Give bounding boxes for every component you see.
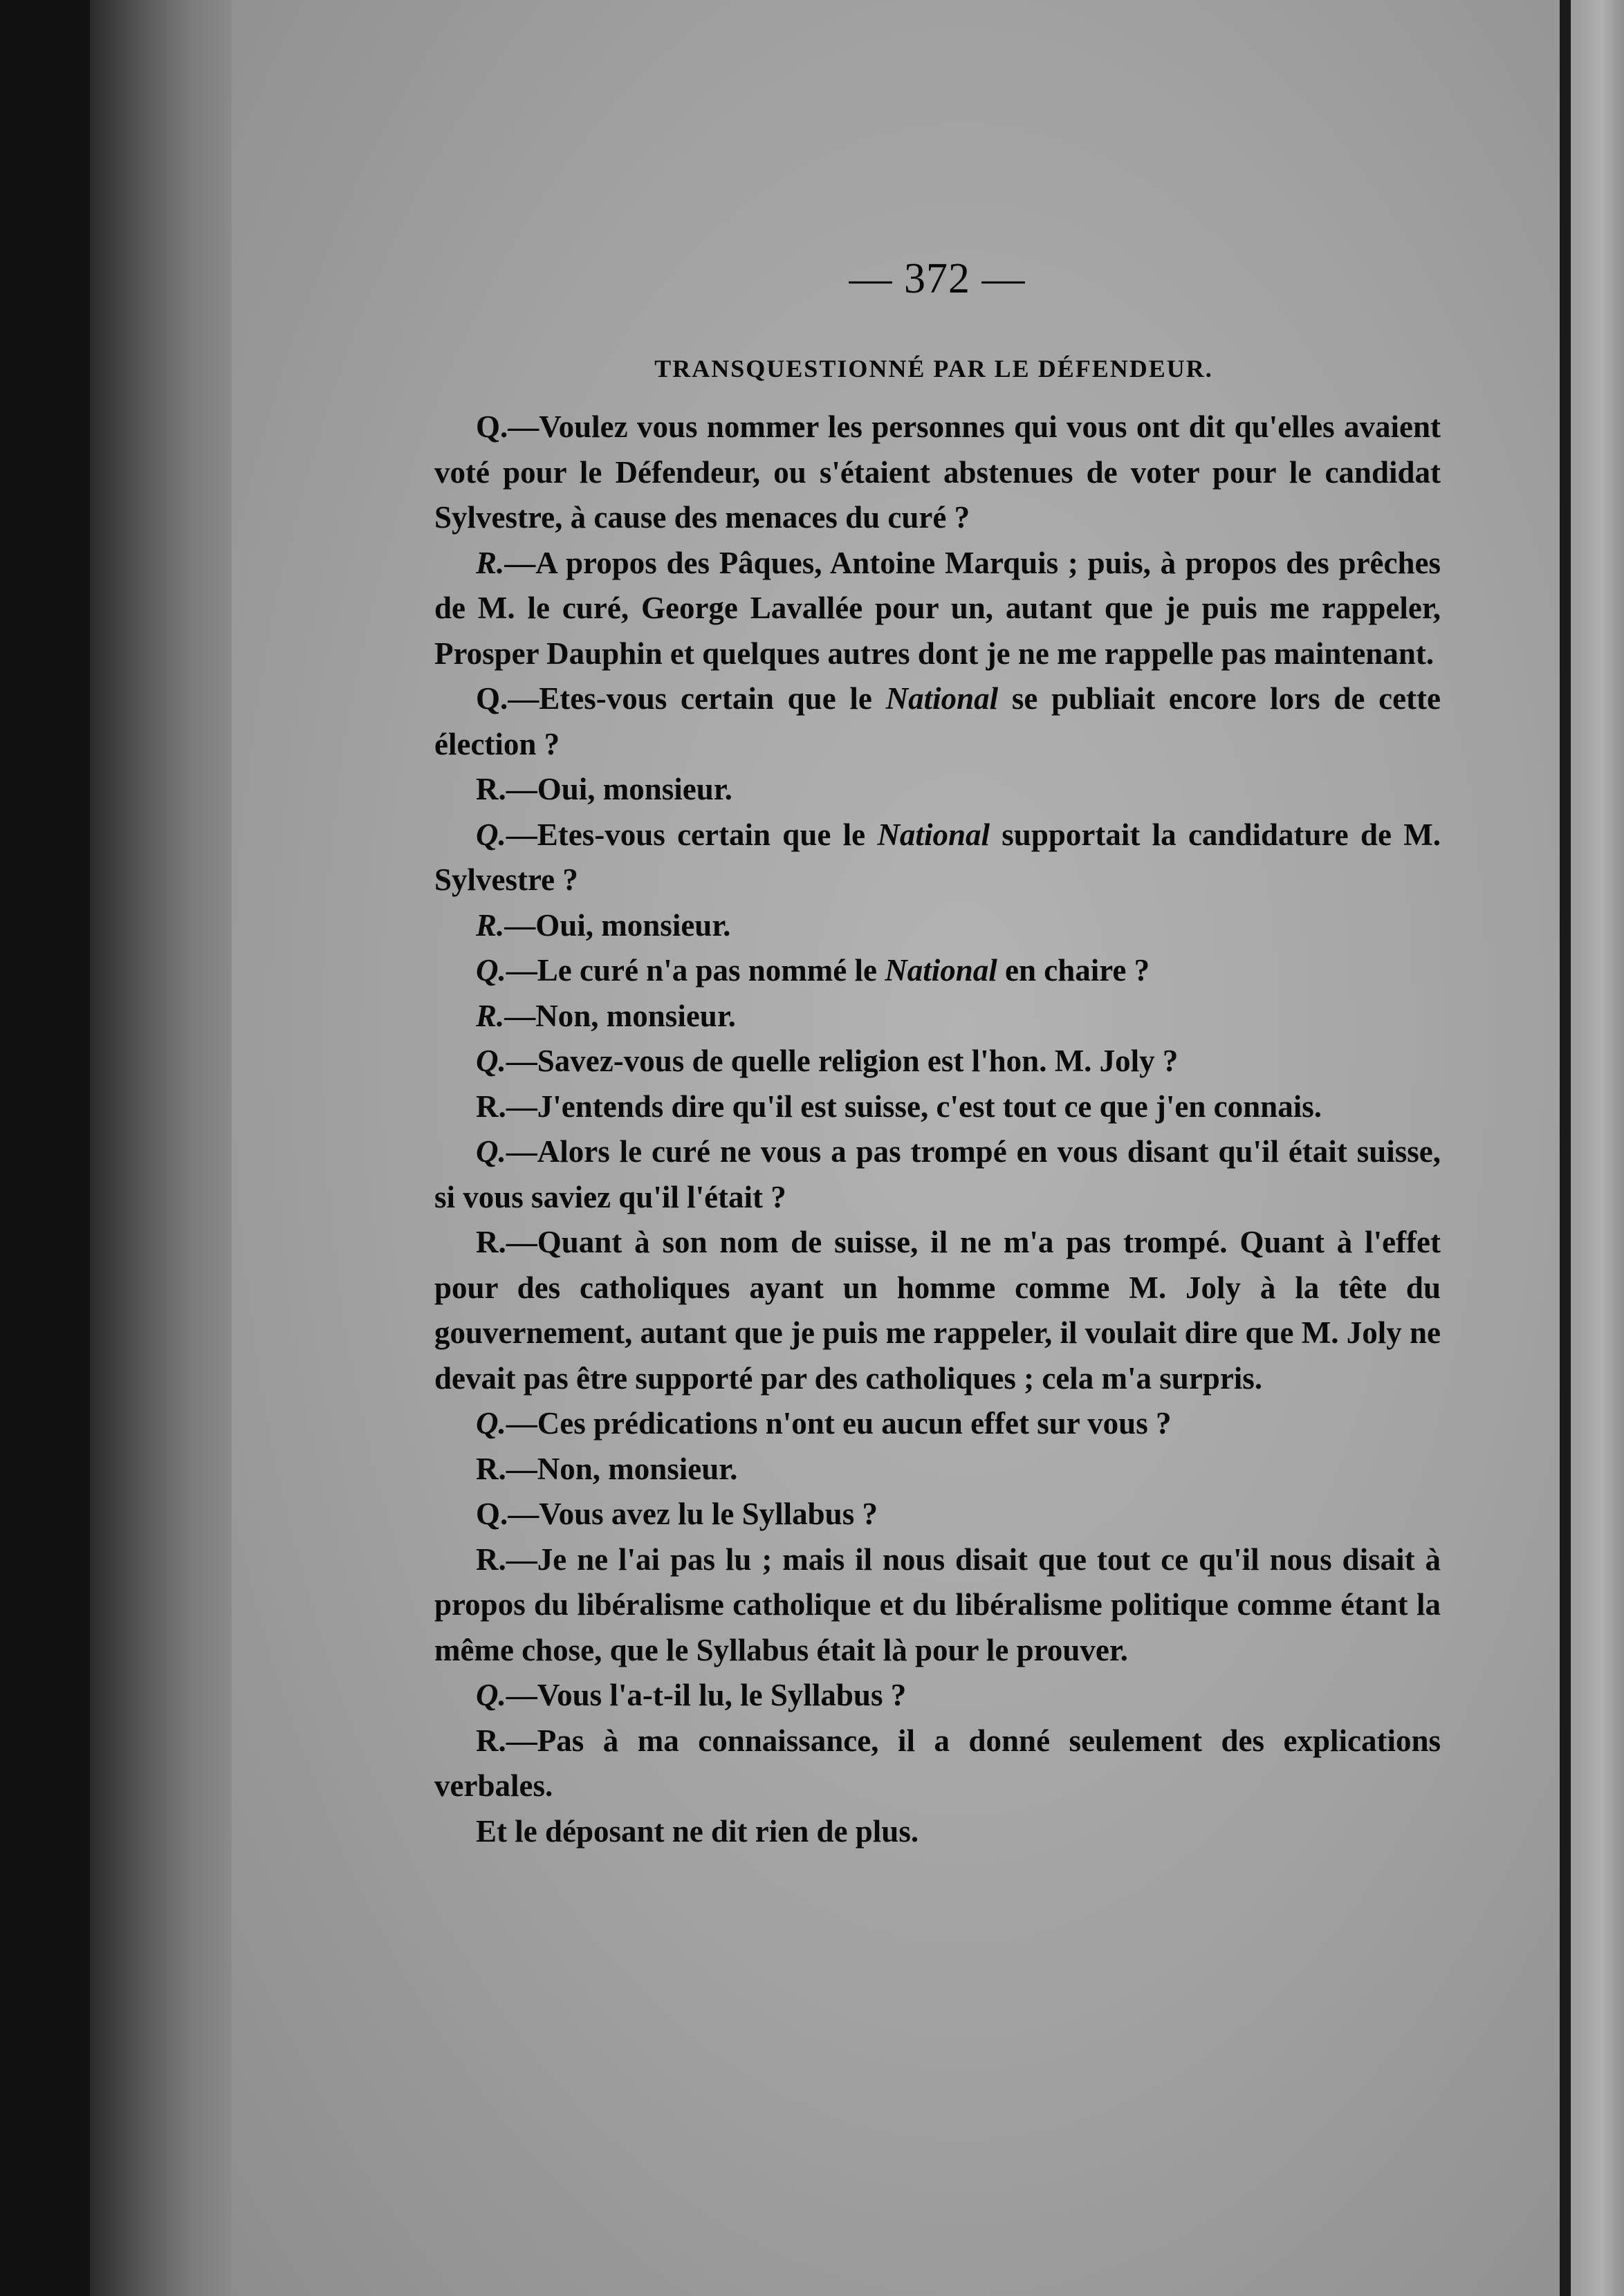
paragraph-text: —Non, monsieur. — [506, 1451, 738, 1486]
paragraph — [434, 767, 1441, 813]
paragraph-text: —Non, monsieur. — [504, 998, 736, 1033]
paragraph-text: —Alors le curé ne vous a pas trompé en vous disant qu'il était suisse, si vous saviez qu'il l'était ? — [434, 1134, 1441, 1214]
speaker-label: Q. — [476, 953, 506, 988]
paragraph-text: —Oui, monsieur. — [506, 772, 732, 806]
paragraph — [434, 1084, 1441, 1130]
speaker-label: R. — [476, 1089, 506, 1124]
speaker-label: R. — [476, 1451, 506, 1486]
paragraph-text: Et le déposant ne dit rien de plus. — [476, 1813, 919, 1849]
next-page-edge — [1571, 0, 1624, 2296]
newspaper-name: National — [885, 681, 999, 716]
speaker-label: Q. — [476, 681, 508, 716]
paragraph — [434, 676, 1441, 767]
paragraph-text: —Vous l'a-t-il lu, le Syllabus ? — [506, 1678, 907, 1712]
paragraph — [434, 903, 1441, 949]
paragraph-text: —Oui, monsieur. — [504, 907, 731, 943]
paragraph — [434, 994, 1441, 1039]
speaker-label: R. — [476, 1723, 506, 1758]
closing-line — [434, 1809, 1441, 1855]
paragraph — [434, 1039, 1441, 1084]
paragraph — [434, 1492, 1441, 1537]
speaker-label: Q. — [476, 1406, 506, 1441]
speaker-label: R. — [476, 545, 505, 580]
speaker-label: Q. — [476, 1044, 506, 1078]
speaker-label: R. — [476, 1542, 506, 1577]
paragraph-text: —Ces prédications n'ont eu aucun effet sur vous ? — [506, 1406, 1172, 1441]
paragraph-text: —J'entends dire qu'il est suisse, c'est tout ce que j'en connais. — [506, 1089, 1322, 1124]
speaker-label: R. — [476, 772, 506, 806]
paragraph-text: —Etes-vous certain que le — [506, 817, 878, 852]
speaker-label: Q. — [476, 409, 508, 444]
paragraph-text: —A propos des Pâques, Antoine Marquis ; puis, à propos des prêches de M. le curé, George Lavallée pour un, autant que je puis me rappeler, Prosper Dauphin et quelques autres dont je ne me rappelle pas maintenant. — [434, 545, 1441, 671]
book-gutter-left — [90, 0, 232, 2296]
paragraph-text: —Vous avez lu le Syllabus ? — [508, 1497, 878, 1531]
section-heading: TRANSQUESTIONNÉ PAR LE DÉFENDEUR. — [654, 355, 1213, 382]
paragraph — [434, 405, 1441, 541]
paragraph-text: supportait la candidature de M. Sylvestre ? — [434, 817, 1441, 897]
paragraph — [434, 541, 1441, 677]
paragraph — [434, 1673, 1441, 1719]
newspaper-name: National — [885, 953, 997, 988]
paragraph-text: —Etes-vous certain que le — [508, 681, 886, 716]
speaker-label: Q. — [476, 1678, 506, 1712]
paragraph — [434, 1537, 1441, 1674]
paragraph — [434, 1220, 1441, 1401]
paragraph-text: —Pas à ma connaissance, il a donné seulement des explications verbales. — [434, 1723, 1441, 1803]
paragraph — [434, 1129, 1441, 1220]
paragraph — [434, 813, 1441, 903]
speaker-label: R. — [476, 907, 505, 943]
paragraph — [434, 1401, 1441, 1447]
book-gutter-right — [1560, 0, 1571, 2296]
speaker-label: R. — [476, 1225, 506, 1259]
speaker-label: Q. — [476, 1134, 506, 1169]
paragraph — [434, 948, 1441, 994]
page-number: — 372 — — [849, 255, 1026, 302]
speaker-label: Q. — [476, 817, 506, 852]
paragraph-text: —Quant à son nom de suisse, il ne m'a pas trompé. Quant à l'effet pour des catholiques ayant un homme comme M. Joly à la tête du gouvernement, autant que je puis me rappeler, il voulait dire que M. Joly ne devait pas être supporté par des catholiques ; cela m'a surpris. — [434, 1225, 1441, 1396]
paragraph-text: en chaire ? — [997, 953, 1150, 988]
paragraph-text: —Le curé n'a pas nommé le — [506, 953, 885, 988]
newspaper-name: National — [877, 817, 990, 852]
paragraph-text: —Je ne l'ai pas lu ; mais il nous disait que tout ce qu'il nous disait à propos du libéralisme catholique et du libéralisme politique comme étant la même chose, que le Syllabus était là pour le prouver. — [434, 1542, 1441, 1667]
paragraph — [434, 1719, 1441, 1809]
speaker-label: R. — [476, 998, 505, 1033]
paragraph-text: —Savez-vous de quelle religion est l'hon. M. Joly ? — [506, 1044, 1179, 1078]
paragraph-text: se publiait encore lors de cette élection ? — [434, 681, 1441, 761]
paragraph — [434, 1447, 1441, 1492]
testimony-text — [434, 405, 1441, 1854]
paragraph-text: —Voulez vous nommer les personnes qui vous ont dit qu'elles avaient voté pour le Défendeur, ou s'étaient abstenues de voter pour le candidat Sylvestre, à cause des menaces du curé ? — [434, 409, 1441, 535]
speaker-label: Q. — [476, 1497, 508, 1531]
